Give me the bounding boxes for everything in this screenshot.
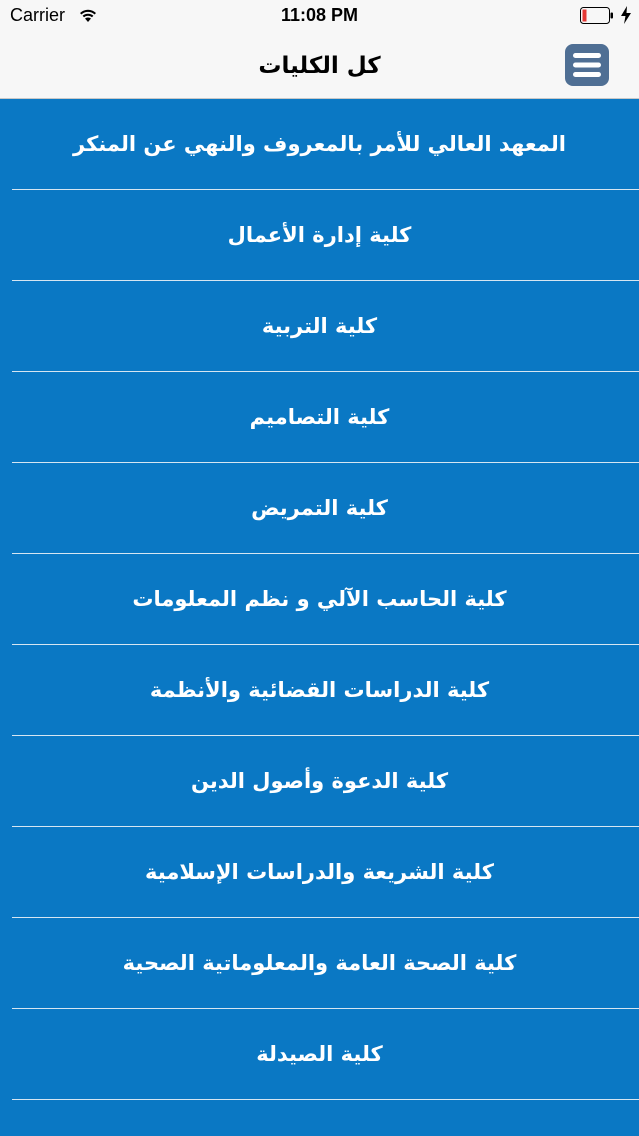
- college-label: كلية الشريعة والدراسات الإسلامية: [145, 860, 494, 884]
- college-label: كلية الدراسات القضائية والأنظمة: [149, 678, 490, 702]
- page-title: كل الكليات: [258, 53, 381, 79]
- carrier-label: Carrier: [10, 5, 66, 25]
- list-item[interactable]: [0, 827, 639, 918]
- college-label: كلية الصيدلة: [256, 1042, 383, 1066]
- college-label: كلية التربية: [261, 314, 378, 338]
- list-item[interactable]: [0, 281, 639, 372]
- list-item[interactable]: [0, 645, 639, 736]
- menu-button[interactable]: [565, 44, 609, 86]
- list-item[interactable]: [0, 736, 639, 827]
- hamburger-menu-icon: [565, 44, 609, 86]
- college-label: كلية التمريض: [251, 496, 388, 520]
- list-item[interactable]: [0, 99, 639, 190]
- list-item[interactable]: [0, 463, 639, 554]
- college-label: كلية الصحة العامة والمعلوماتية الصحية: [122, 951, 517, 975]
- battery-icon: [580, 7, 614, 24]
- college-label: كلية التصاميم: [249, 405, 390, 429]
- charging-icon: [620, 6, 632, 24]
- list-item[interactable]: [0, 372, 639, 463]
- status-bar: [0, 0, 639, 40]
- status-time: 11:08 PM: [280, 5, 359, 25]
- list-item[interactable]: [0, 1009, 639, 1100]
- row-divider: [12, 1099, 639, 1100]
- list-item[interactable]: [0, 190, 639, 281]
- college-list: [0, 99, 639, 1136]
- college-label: كلية الدعوة وأصول الدين: [190, 769, 449, 793]
- list-item[interactable]: [0, 554, 639, 645]
- nav-bar: [0, 40, 639, 99]
- list-item[interactable]: [0, 918, 639, 1009]
- college-label: المعهد العالي للأمر بالمعروف والنهي عن المنكر: [73, 132, 566, 156]
- college-label: كلية إدارة الأعمال: [227, 223, 412, 247]
- college-label: كلية الحاسب الآلي و نظم المعلومات: [132, 587, 507, 611]
